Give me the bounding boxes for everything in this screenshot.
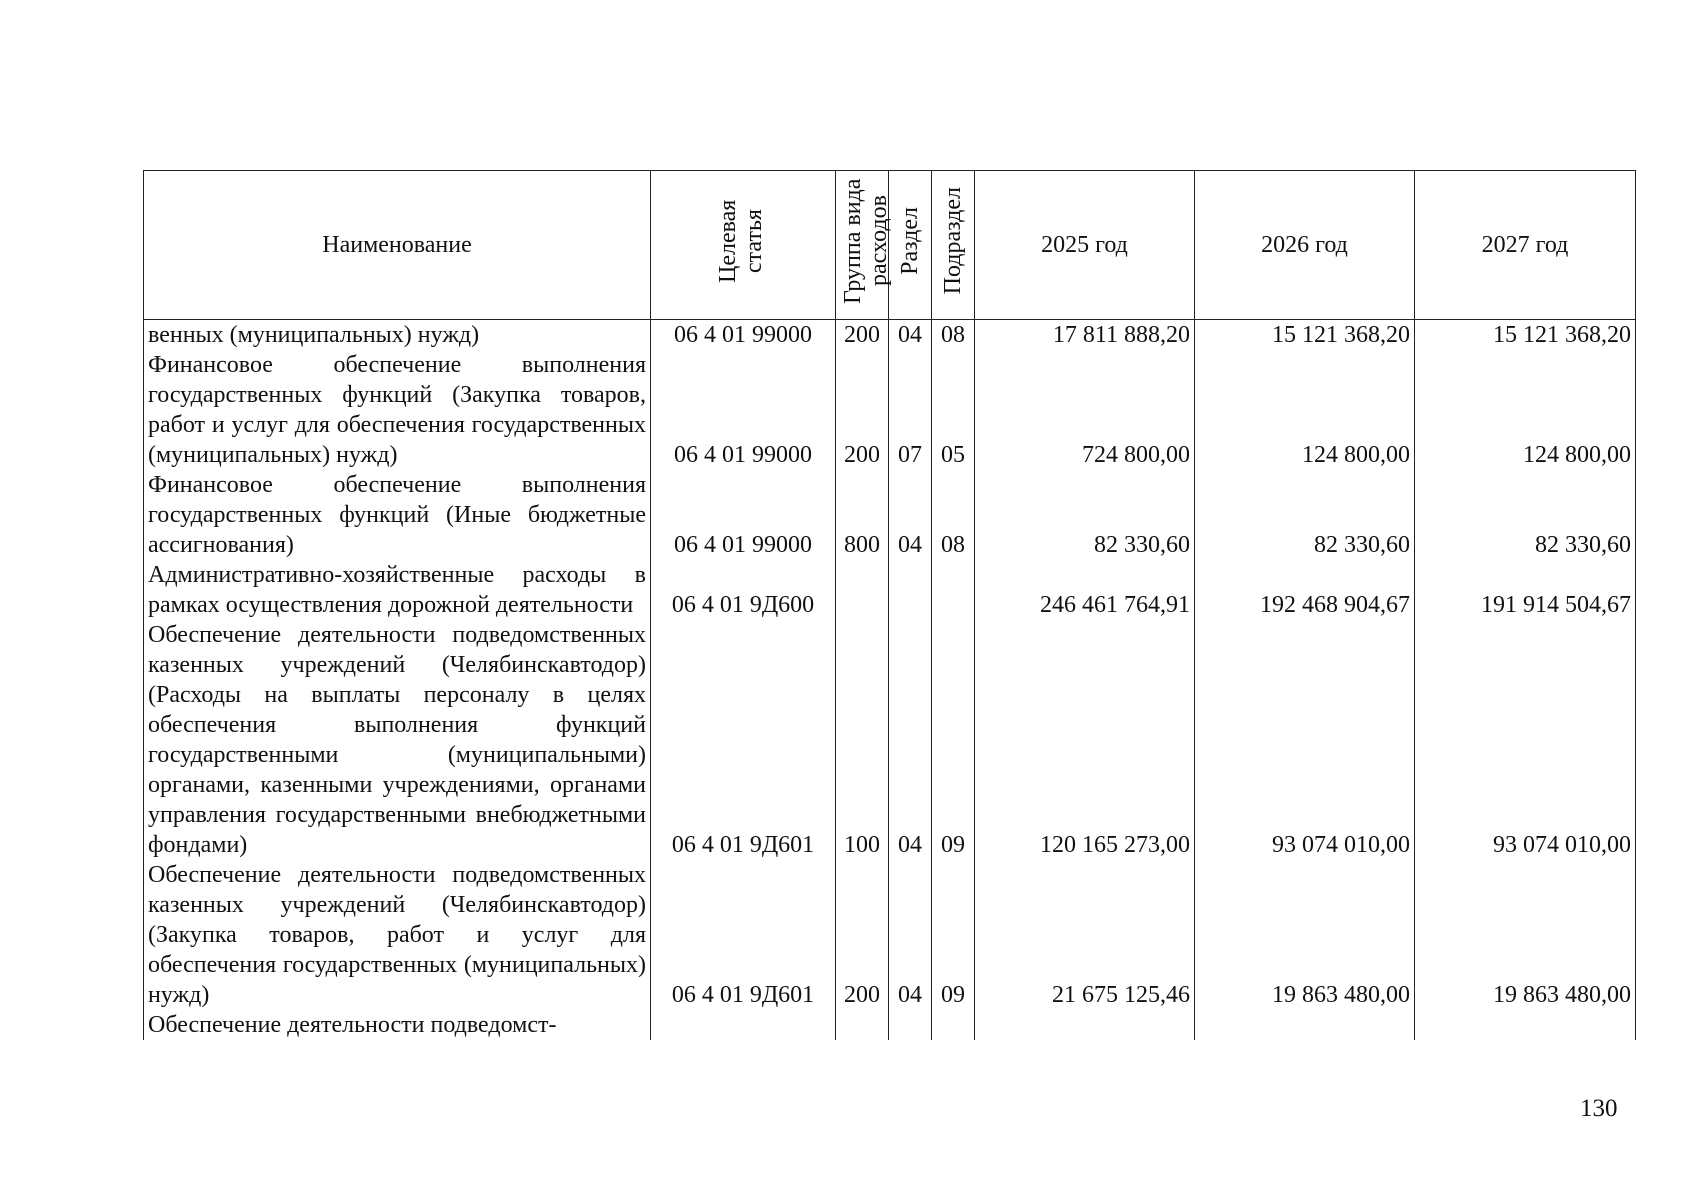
header-target-article [651, 171, 836, 320]
header-target-article-label: Целевая статья [715, 199, 767, 283]
table-row [144, 560, 1636, 620]
cell-name: Обеспечение деятельности подведомственных казенных учреждений (Челябинскавтодор) (Расходы на выплаты персоналу в целях обеспечения выполнения функций государственными (муниципальными) органами, казенными учреждениями, органами управления государственными внебюджетными фондами) [144, 620, 651, 860]
cell-2027 [1415, 1010, 1636, 1040]
cell-2027: 19 863 480,00 [1415, 860, 1636, 1010]
cell-subsection: 08 [932, 470, 975, 560]
cell-subsection: 09 [932, 620, 975, 860]
cell-subsection: 05 [932, 350, 975, 470]
table-row [144, 860, 1636, 1010]
header-section-label: Раздел [897, 207, 923, 275]
cell-target-article: 06 4 01 9Д601 [651, 620, 836, 860]
cell-name: Обеспечение деятельности подведомственных казенных учреждений (Челябинскавтодор) (Закупка товаров, работ и услуг для обеспечения государственных (муниципальных) нужд) [144, 860, 651, 1010]
cell-name: Обеспечение деятельности подведомст- [144, 1010, 651, 1040]
cell-2025: 246 461 764,91 [975, 560, 1195, 620]
cell-name: Административно-хозяйственные расходы в рамках осуществления дорожной деятельности [144, 560, 651, 620]
cell-section: 04 [889, 320, 932, 351]
cell-subsection [932, 1010, 975, 1040]
cell-section [889, 560, 932, 620]
cell-name: венных (муниципальных) нужд) [144, 320, 651, 351]
cell-section: 04 [889, 470, 932, 560]
cell-2026 [1195, 1010, 1415, 1040]
cell-2027: 191 914 504,67 [1415, 560, 1636, 620]
header-2025: 2025 год [975, 171, 1195, 320]
header-expense-group-label: Группа вида расходов [840, 178, 892, 304]
cell-expense-group [836, 1010, 889, 1040]
cell-2026: 93 074 010,00 [1195, 620, 1415, 860]
cell-target-article: 06 4 01 9Д601 [651, 860, 836, 1010]
cell-section: 07 [889, 350, 932, 470]
cell-2027: 82 330,60 [1415, 470, 1636, 560]
cell-section: 04 [889, 860, 932, 1010]
cell-section: 04 [889, 620, 932, 860]
table-row [144, 350, 1636, 470]
header-subsection [932, 171, 975, 320]
cell-2027: 15 121 368,20 [1415, 320, 1636, 351]
cell-target-article: 06 4 01 99000 [651, 350, 836, 470]
header-name: Наименование [144, 171, 651, 320]
cell-expense-group: 200 [836, 320, 889, 351]
cell-2026: 192 468 904,67 [1195, 560, 1415, 620]
cell-2026: 124 800,00 [1195, 350, 1415, 470]
page-number: 130 [1580, 1095, 1618, 1122]
budget-table [143, 170, 1636, 1040]
cell-expense-group: 200 [836, 860, 889, 1010]
header-2026: 2026 год [1195, 171, 1415, 320]
cell-target-article [651, 1010, 836, 1040]
cell-2026: 15 121 368,20 [1195, 320, 1415, 351]
table-body [144, 320, 1636, 1041]
cell-target-article: 06 4 01 99000 [651, 320, 836, 351]
cell-2026: 19 863 480,00 [1195, 860, 1415, 1010]
cell-2025 [975, 1010, 1195, 1040]
cell-2025: 724 800,00 [975, 350, 1195, 470]
header-section [889, 171, 932, 320]
cell-subsection: 09 [932, 860, 975, 1010]
cell-2025: 21 675 125,46 [975, 860, 1195, 1010]
cell-target-article: 06 4 01 99000 [651, 470, 836, 560]
table-row [144, 470, 1636, 560]
header-2027: 2027 год [1415, 171, 1636, 320]
cell-expense-group: 100 [836, 620, 889, 860]
cell-target-article: 06 4 01 9Д600 [651, 560, 836, 620]
cell-2027: 93 074 010,00 [1415, 620, 1636, 860]
table-row [144, 320, 1636, 351]
cell-expense-group: 800 [836, 470, 889, 560]
cell-subsection [932, 560, 975, 620]
table-header-row [144, 171, 1636, 320]
cell-2025: 82 330,60 [975, 470, 1195, 560]
cell-subsection: 08 [932, 320, 975, 351]
table-row [144, 620, 1636, 860]
header-subsection-label: Подраздел [940, 187, 966, 295]
cell-2025: 120 165 273,00 [975, 620, 1195, 860]
cell-2027: 124 800,00 [1415, 350, 1636, 470]
cell-section [889, 1010, 932, 1040]
table-row [144, 1010, 1636, 1040]
cell-expense-group: 200 [836, 350, 889, 470]
header-expense-group [836, 171, 892, 320]
cell-name: Финансовое обеспечение выполнения государственных функций (Закупка товаров, работ и услуг для обеспечения государственных (муниципальных) нужд) [144, 350, 651, 470]
cell-2026: 82 330,60 [1195, 470, 1415, 560]
cell-2025: 17 811 888,20 [975, 320, 1195, 351]
cell-expense-group [836, 560, 889, 620]
cell-name: Финансовое обеспечение выполнения государственных функций (Иные бюджетные ассигнования) [144, 470, 651, 560]
